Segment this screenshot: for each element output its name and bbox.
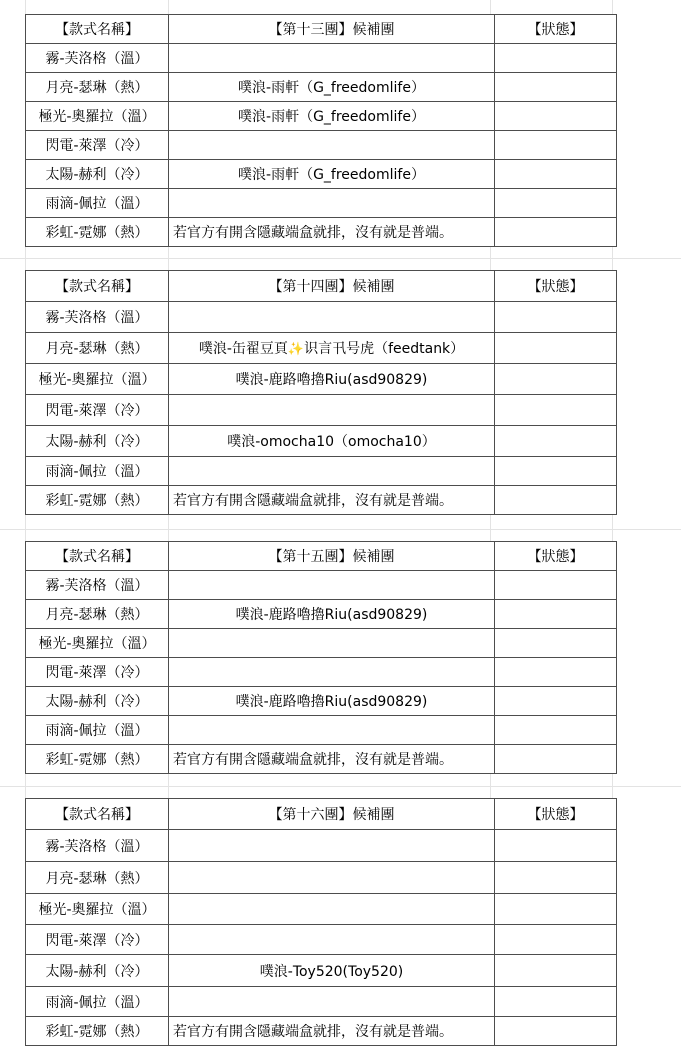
entry-cell[interactable] [169,830,495,862]
table-row [26,925,617,955]
table-row [26,426,617,457]
entry-cell[interactable] [169,302,495,333]
style-name-cell[interactable]: 閃電-萊澤（冷） [26,395,169,426]
table-row [26,862,617,894]
header-row [26,542,617,571]
entry-cell[interactable]: 噗浪-雨軒（G_freedomlife） [169,73,495,102]
style-name-cell[interactable]: 太陽-赫利（冷） [26,687,169,716]
table-row [26,102,617,131]
group-table-14 [25,270,617,515]
header-style-name[interactable]: 【款式名稱】 [26,542,169,571]
header-group-title[interactable]: 【第十六團】候補團 [169,799,495,830]
status-cell[interactable] [495,862,617,894]
header-group-title[interactable]: 【第十三團】候補團 [169,15,495,44]
note-cell[interactable]: 若官方有開含隱藏端盒就排，沒有就是普端。 [169,745,495,774]
note-cell[interactable]: 若官方有開含隱藏端盒就排，沒有就是普端。 [169,218,495,247]
entry-cell[interactable] [169,333,495,364]
entry-cell[interactable]: 噗浪-雨軒（G_freedomlife） [169,160,495,189]
table-row [26,894,617,925]
style-name-cell[interactable]: 彩虹-霓娜（熱） [26,486,169,515]
entry-cell[interactable] [169,925,495,955]
header-style-name[interactable]: 【款式名稱】 [26,15,169,44]
style-name-cell[interactable]: 極光-奧羅拉（溫） [26,102,169,131]
table-row [26,486,617,515]
entry-cell[interactable]: 噗浪-Toy520(Toy520) [169,955,495,987]
style-name-cell[interactable]: 月亮-瑟琳（熱） [26,73,169,102]
status-cell[interactable] [495,457,617,486]
status-cell[interactable] [495,131,617,160]
status-cell[interactable] [495,716,617,745]
entry-cell[interactable] [169,395,495,426]
header-row [26,799,617,830]
status-cell[interactable] [495,687,617,716]
table-row [26,987,617,1017]
style-name-cell[interactable]: 雨滴-佩拉（溫） [26,189,169,218]
entry-text-after-icon: 识言卂号虎（feedtank） [304,341,465,357]
status-cell[interactable] [495,600,617,629]
entry-cell[interactable] [169,716,495,745]
style-name-cell[interactable]: 彩虹-霓娜（熱） [26,1017,169,1046]
entry-cell[interactable] [169,987,495,1017]
note-cell[interactable]: 若官方有開含隱藏端盒就排，沒有就是普端。 [169,486,495,515]
header-row [26,271,617,302]
entry-cell[interactable]: 噗浪-鹿路嚕擼Riu(asd90829) [169,600,495,629]
style-name-cell[interactable]: 彩虹-霓娜（熱） [26,218,169,247]
table-row [26,1017,617,1046]
status-cell[interactable] [495,658,617,687]
note-cell[interactable]: 若官方有開含隱藏端盒就排，沒有就是普端。 [169,1017,495,1046]
style-name-cell[interactable]: 彩虹-霓娜（熱） [26,745,169,774]
table-row [26,629,617,658]
style-name-cell[interactable]: 霧-芙洛格（溫） [26,571,169,600]
style-name-cell[interactable]: 雨滴-佩拉（溫） [26,987,169,1017]
style-name-cell[interactable]: 霧-芙洛格（溫） [26,44,169,73]
table-row [26,457,617,486]
entry-cell[interactable]: 噗浪-omocha10（omocha10） [169,426,495,457]
entry-cell[interactable]: 噗浪-雨軒（G_freedomlife） [169,102,495,131]
table-row [26,571,617,600]
header-status[interactable]: 【狀態】 [495,542,617,571]
status-cell[interactable] [495,571,617,600]
table-row [26,955,617,987]
style-name-cell[interactable]: 月亮-瑟琳（熱） [26,333,169,364]
status-cell[interactable] [495,925,617,955]
table-row [26,745,617,774]
table-row [26,716,617,745]
status-cell[interactable] [495,364,617,395]
status-cell[interactable] [495,73,617,102]
grid-line [0,258,681,259]
table-row [26,600,617,629]
style-name-cell[interactable]: 極光-奧羅拉（溫） [26,894,169,925]
style-name-cell[interactable]: 太陽-赫利（冷） [26,426,169,457]
style-name-cell[interactable]: 極光-奧羅拉（溫） [26,364,169,395]
entry-cell[interactable]: 噗浪-鹿路嚕擼Riu(asd90829) [169,364,495,395]
status-cell[interactable] [495,44,617,73]
table-row [26,687,617,716]
header-row [26,15,617,44]
table-row [26,658,617,687]
style-name-cell[interactable]: 太陽-赫利（冷） [26,955,169,987]
grid-line [0,529,681,530]
status-cell[interactable] [495,426,617,457]
status-cell[interactable] [495,955,617,987]
status-cell[interactable] [495,1017,617,1046]
entry-cell[interactable] [169,571,495,600]
header-group-title[interactable]: 【第十五團】候補團 [169,542,495,571]
table-row [26,73,617,102]
entry-cell[interactable]: 噗浪-鹿路嚕擼Riu(asd90829) [169,687,495,716]
header-status[interactable]: 【狀態】 [495,799,617,830]
table-row [26,830,617,862]
entry-cell[interactable] [169,658,495,687]
status-cell[interactable] [495,745,617,774]
style-name-cell[interactable]: 閃電-萊澤（冷） [26,925,169,955]
entry-cell[interactable] [169,189,495,218]
status-cell[interactable] [495,629,617,658]
table-row [26,302,617,333]
status-cell[interactable] [495,102,617,131]
header-status[interactable]: 【狀態】 [495,15,617,44]
header-group-title[interactable]: 【第十四團】候補團 [169,271,495,302]
table-row [26,44,617,73]
entry-cell[interactable] [169,457,495,486]
style-name-cell[interactable]: 雨滴-佩拉（溫） [26,716,169,745]
status-cell[interactable] [495,395,617,426]
table-row [26,218,617,247]
header-style-name[interactable]: 【款式名稱】 [26,271,169,302]
entry-cell[interactable] [169,44,495,73]
status-cell[interactable] [495,189,617,218]
table-row [26,364,617,395]
table-row [26,395,617,426]
style-name-cell[interactable]: 極光-奧羅拉（溫） [26,629,169,658]
table-row [26,131,617,160]
entry-cell[interactable] [169,894,495,925]
style-name-cell[interactable]: 閃電-萊澤（冷） [26,658,169,687]
header-style-name[interactable]: 【款式名稱】 [26,799,169,830]
grid-line [0,786,681,787]
status-cell[interactable] [495,486,617,515]
group-table-15 [25,541,617,774]
table-row [26,333,617,364]
status-cell[interactable] [495,160,617,189]
status-cell[interactable] [495,987,617,1017]
style-name-cell[interactable]: 霧-芙洛格（溫） [26,302,169,333]
table-row [26,160,617,189]
style-name-cell[interactable]: 月亮-瑟琳（熱） [26,862,169,894]
entry-text-before-icon: 噗浪-缶翟豆頁 [198,341,288,357]
status-cell[interactable] [495,894,617,925]
style-name-cell[interactable]: 雨滴-佩拉（溫） [26,457,169,486]
status-cell[interactable] [495,302,617,333]
header-status[interactable]: 【狀態】 [495,271,617,302]
entry-cell[interactable] [169,131,495,160]
style-name-cell[interactable]: 太陽-赫利（冷） [26,160,169,189]
status-cell[interactable] [495,333,617,364]
style-name-cell[interactable]: 月亮-瑟琳（熱） [26,600,169,629]
group-table-13 [25,14,617,247]
table-row [26,189,617,218]
style-name-cell[interactable]: 霧-芙洛格（溫） [26,830,169,862]
status-cell[interactable] [495,830,617,862]
entry-cell[interactable] [169,862,495,894]
style-name-cell[interactable]: 閃電-萊澤（冷） [26,131,169,160]
group-table-16 [25,798,617,1046]
entry-cell[interactable] [169,629,495,658]
sparkle-emoji-icon: ✨ [287,342,305,357]
status-cell[interactable] [495,218,617,247]
